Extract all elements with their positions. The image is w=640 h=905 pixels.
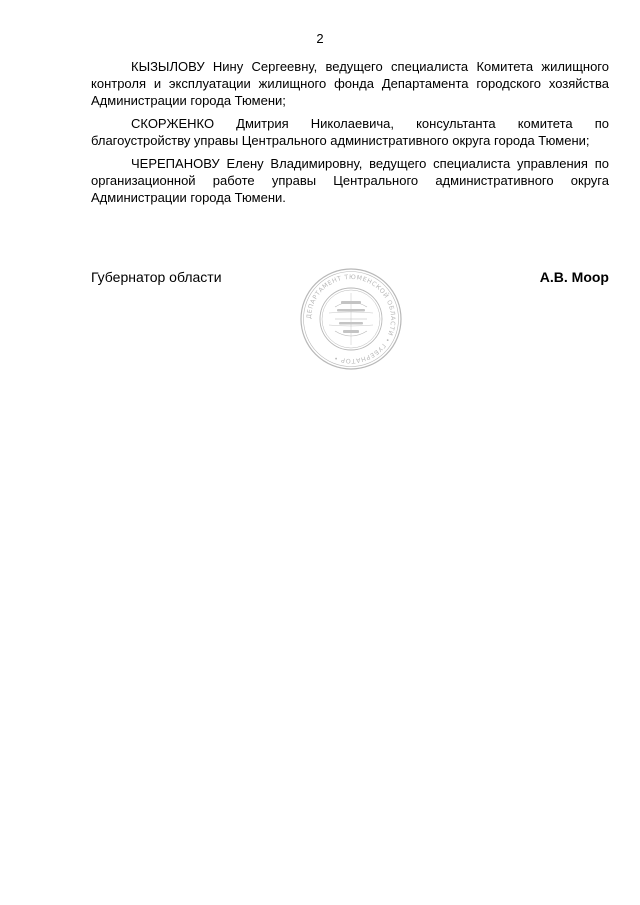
official-seal-icon: [299, 267, 403, 371]
paragraph-kyzylova: КЫЗЫЛОВУ Нину Сергеевну, ведущего специалиста Комитета жилищного контроля и эксплуатации жилищного фонда Департамента городского хозяйства Администрации города Тюмени;: [91, 59, 609, 108]
document-body: [91, 58, 609, 212]
page-number: 2: [316, 31, 324, 46]
paragraph-skorzhenko: СКОРЖЕНКО Дмитрия Николаевича, консультанта комитета по благоустройству управы Центрального административного округа города Тюмени;: [91, 116, 609, 148]
signer-name: А.В. Моор: [539, 269, 609, 285]
paragraph-cherepanova: ЧЕРЕПАНОВУ Елену Владимировну, ведущего специалиста управления по организационной работе управы Центрального административного округа Администрации города Тюмени.: [91, 156, 609, 205]
signer-position: Губернатор области: [91, 269, 222, 285]
seal-text: ДЕПАРТАМЕНТ ТЮМЕНСКОЙ ОБЛАСТИ • ГУБЕРНАТОР •: [305, 273, 397, 365]
